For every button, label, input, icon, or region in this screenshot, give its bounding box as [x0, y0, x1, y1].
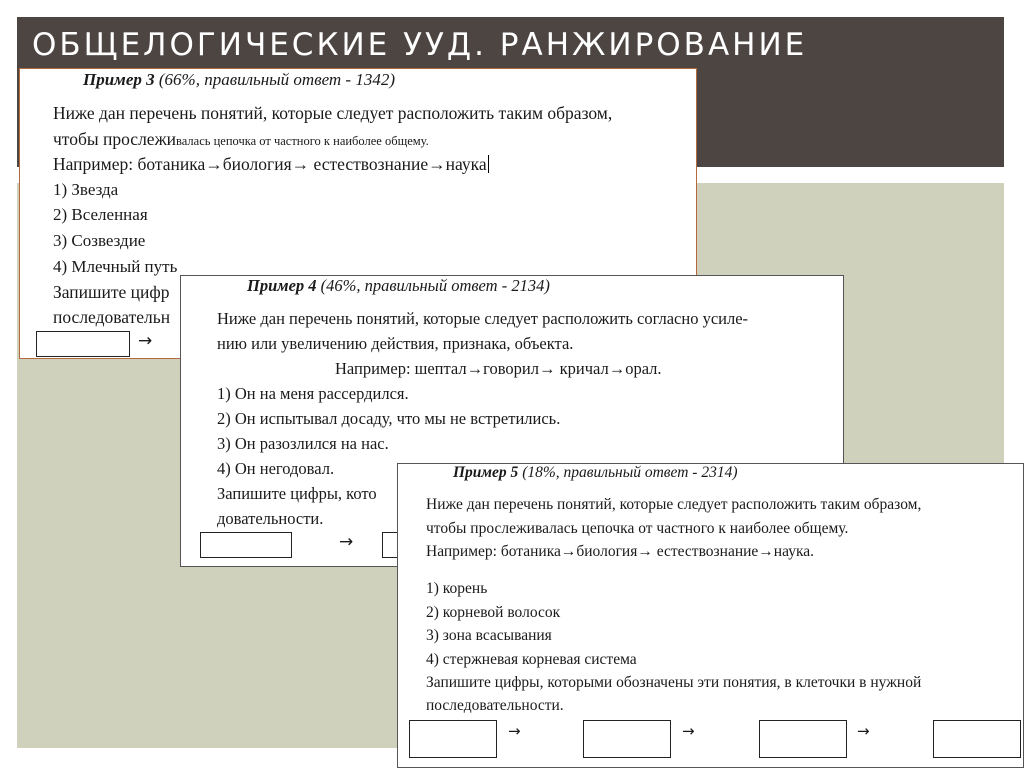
- answer-box-1[interactable]: [36, 331, 130, 357]
- example-5-example-line: Например: ботаника→биология→ естествознание→наука.: [426, 543, 814, 560]
- example-5-heading: [453, 464, 737, 482]
- arrow-icon: →: [138, 331, 153, 351]
- example-4-item-1: 1) Он на меня рассердился.: [217, 384, 409, 403]
- answer-box-1[interactable]: [409, 720, 497, 758]
- example-3-label: Пример 3: [83, 70, 155, 89]
- example-3-intro-line2-end: валась цепочка от частного к наиболее общему.: [176, 134, 429, 148]
- example-4-instruction-line2: довательности.: [217, 509, 324, 528]
- example-4-heading: [247, 276, 550, 296]
- example-3-instruction-line2: последовательн: [53, 307, 171, 327]
- example-3-example-text: Например: ботаника→биология→ естествознание→наука: [53, 154, 487, 174]
- slide-title: ОБЩЕЛОГИЧЕСКИЕ УУД. РАНЖИРОВАНИЕ: [32, 27, 808, 63]
- answer-box-3[interactable]: [759, 720, 847, 758]
- example-3-stats: (66%, правильный ответ - 1342): [154, 70, 395, 89]
- example-4-intro-line1: Ниже дан перечень понятий, которые следует расположить согласно усиле-: [217, 309, 749, 328]
- arrow-icon: →: [682, 722, 695, 740]
- example-5-item-4: 4) стержневая корневая система: [426, 651, 637, 668]
- example-3-example-line: [53, 154, 489, 175]
- arrow-icon: →: [508, 722, 521, 740]
- example-5-stats: (18%, правильный ответ - 2314): [518, 464, 738, 481]
- example-5-label: Пример 5: [453, 464, 519, 481]
- example-4-stats: (46%, правильный ответ - 2134): [316, 276, 550, 295]
- example-3-intro-line2-start: чтобы прослежи: [53, 129, 177, 149]
- answer-box-4[interactable]: [933, 720, 1021, 758]
- example-4-item-4: 4) Он негодовал.: [217, 459, 335, 478]
- example-5-card: [397, 463, 1024, 768]
- example-4-item-3: 3) Он разозлился на нас.: [217, 434, 389, 453]
- arrow-icon: →: [857, 722, 870, 740]
- example-3-item-1: 1) Звезда: [53, 180, 119, 199]
- text-cursor: [488, 155, 490, 173]
- example-5-intro-line1: Ниже дан перечень понятий, которые следует расположить таким образом,: [426, 496, 922, 513]
- example-3-item-2: 2) Вселенная: [53, 205, 148, 224]
- example-4-intro-line2: нию или увеличению действия, признака, объекта.: [217, 334, 574, 353]
- example-5-instruction-line2: последовательности.: [426, 697, 564, 714]
- example-3-instruction-line1: Запишите цифр: [53, 282, 170, 302]
- arrow-icon: →: [339, 532, 354, 552]
- example-3-item-4: 4) Млечный путь: [53, 257, 178, 276]
- answer-box-2[interactable]: [583, 720, 671, 758]
- example-5-item-3: 3) зона всасывания: [426, 627, 552, 644]
- example-5-item-2: 2) корневой волосок: [426, 604, 561, 621]
- example-5-item-1: 1) корень: [426, 580, 488, 597]
- example-4-item-2: 2) Он испытывал досаду, что мы не встретились.: [217, 409, 561, 428]
- example-3-heading: [83, 70, 395, 90]
- example-4-instruction-line1: Запишите цифры, кото: [217, 484, 377, 503]
- example-5-instruction-line1: Запишите цифры, которыми обозначены эти понятия, в клеточки в нужной: [426, 674, 922, 691]
- answer-box-1[interactable]: [200, 532, 292, 558]
- example-3-item-3: 3) Созвездие: [53, 231, 146, 250]
- example-5-intro-line2: чтобы прослеживалась цепочка от частного к наиболее общему.: [426, 520, 849, 537]
- example-4-label: Пример 4: [247, 276, 317, 295]
- example-3-intro-line1: Ниже дан перечень понятий, которые следует расположить таким образом,: [53, 103, 613, 123]
- example-4-example-line: Например: шептал→говорил→ кричал→орал.: [335, 359, 662, 378]
- example-3-intro-line2: [53, 129, 429, 150]
